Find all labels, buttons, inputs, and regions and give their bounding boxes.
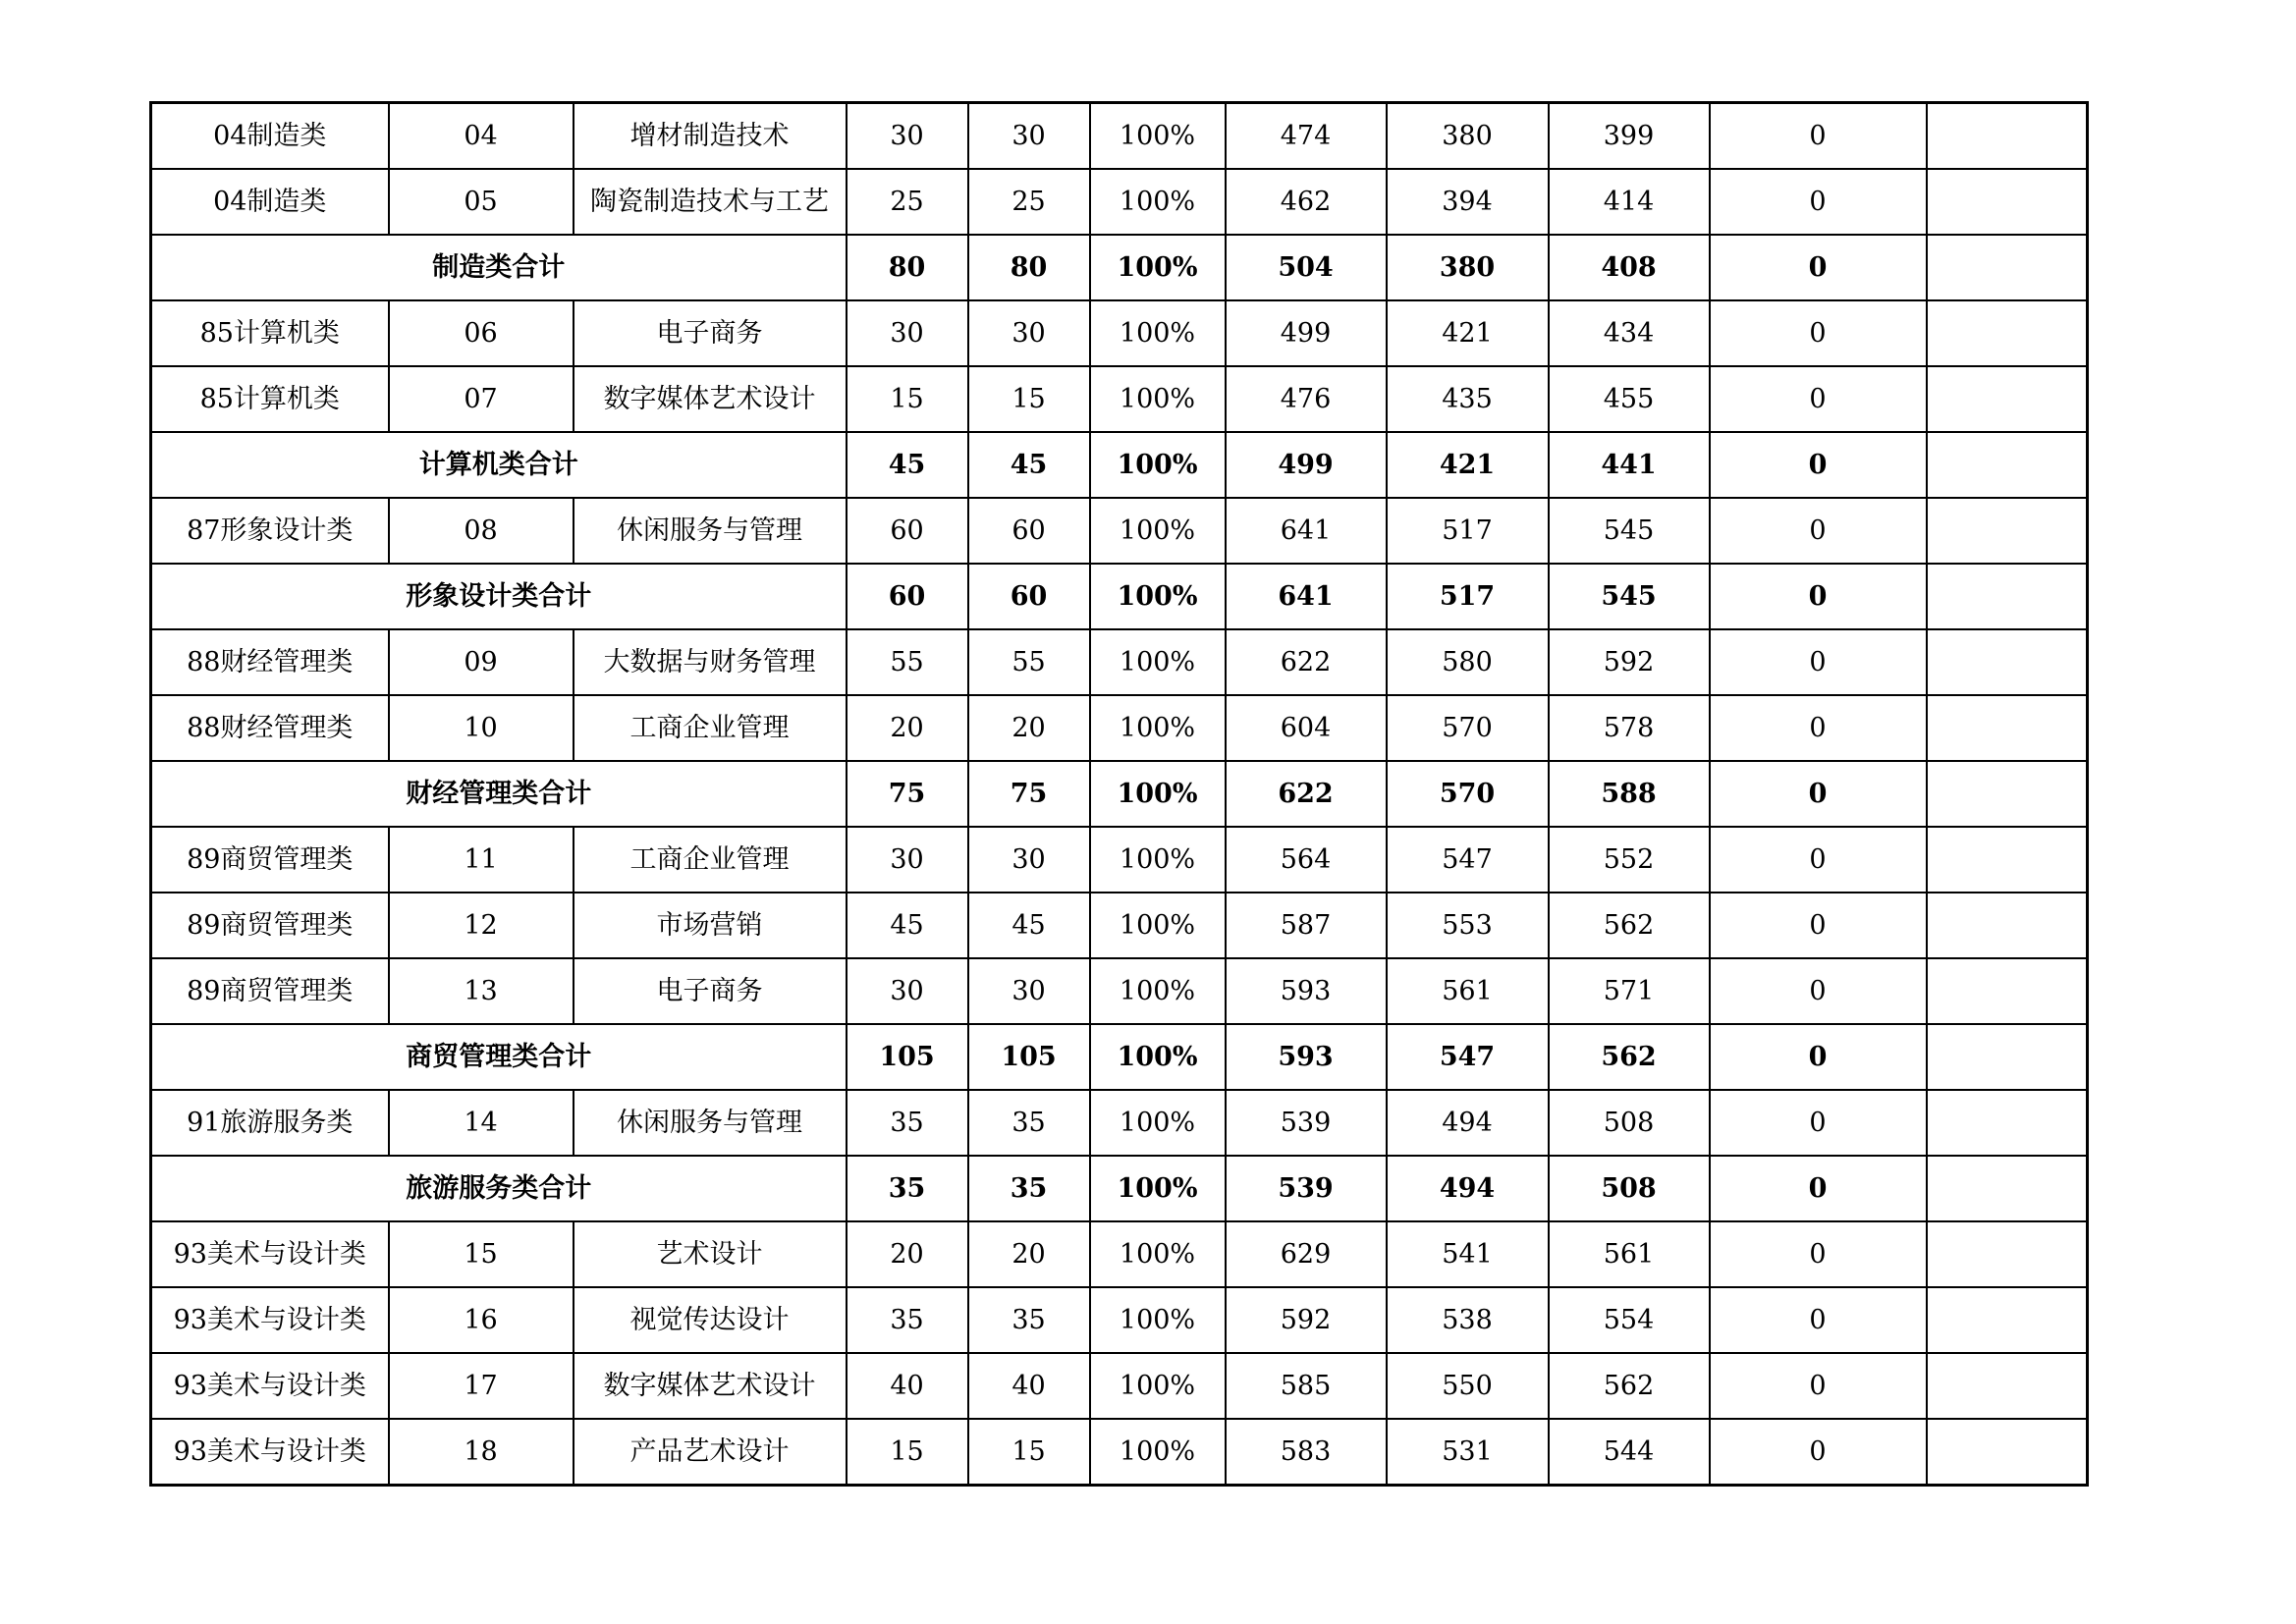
- max-score-cell: 564: [1226, 827, 1387, 893]
- table-row: [151, 366, 2088, 432]
- completion-rate-cell: 100%: [1090, 629, 1226, 695]
- unfilled-count-cell: 0: [1710, 1156, 1927, 1221]
- completion-rate-cell: 100%: [1090, 1221, 1226, 1287]
- unfilled-count-cell: 0: [1710, 827, 1927, 893]
- major-name-cell: 大数据与财务管理: [574, 629, 847, 695]
- plan-count-cell: 60: [847, 564, 968, 629]
- avg-score-cell: 545: [1549, 498, 1710, 564]
- major-name-cell: 市场营销: [574, 893, 847, 958]
- min-score-cell: 570: [1387, 761, 1549, 827]
- max-score-cell: 539: [1226, 1156, 1387, 1221]
- min-score-cell: 547: [1387, 1024, 1549, 1090]
- major-code-cell: 10: [389, 695, 574, 761]
- subtotal-row: [151, 1156, 2088, 1221]
- major-name-cell: 电子商务: [574, 300, 847, 366]
- remarks-cell: [1927, 235, 2088, 300]
- category-cell: 04制造类: [151, 169, 389, 235]
- unfilled-count-cell: 0: [1710, 695, 1927, 761]
- unfilled-count-cell: 0: [1710, 1024, 1927, 1090]
- avg-score-cell: 544: [1549, 1419, 1710, 1486]
- admitted-count-cell: 30: [968, 103, 1090, 170]
- plan-count-cell: 105: [847, 1024, 968, 1090]
- avg-score-cell: 441: [1549, 432, 1710, 498]
- admitted-count-cell: 30: [968, 300, 1090, 366]
- admitted-count-cell: 20: [968, 695, 1090, 761]
- plan-count-cell: 20: [847, 1221, 968, 1287]
- major-name-cell: 工商企业管理: [574, 827, 847, 893]
- avg-score-cell: 408: [1549, 235, 1710, 300]
- admitted-count-cell: 35: [968, 1287, 1090, 1353]
- subtotal-label-cell: 旅游服务类合计: [151, 1156, 847, 1221]
- admitted-count-cell: 30: [968, 827, 1090, 893]
- min-score-cell: 380: [1387, 103, 1549, 170]
- unfilled-count-cell: 0: [1710, 235, 1927, 300]
- plan-count-cell: 20: [847, 695, 968, 761]
- max-score-cell: 499: [1226, 432, 1387, 498]
- plan-count-cell: 15: [847, 1419, 968, 1486]
- max-score-cell: 629: [1226, 1221, 1387, 1287]
- avg-score-cell: 552: [1549, 827, 1710, 893]
- avg-score-cell: 434: [1549, 300, 1710, 366]
- table-row: [151, 1090, 2088, 1156]
- plan-count-cell: 45: [847, 893, 968, 958]
- remarks-cell: [1927, 1024, 2088, 1090]
- subtotal-row: [151, 564, 2088, 629]
- category-cell: 91旅游服务类: [151, 1090, 389, 1156]
- remarks-cell: [1927, 300, 2088, 366]
- major-code-cell: 08: [389, 498, 574, 564]
- category-cell: 89商贸管理类: [151, 958, 389, 1024]
- min-score-cell: 561: [1387, 958, 1549, 1024]
- admitted-count-cell: 40: [968, 1353, 1090, 1419]
- unfilled-count-cell: 0: [1710, 1090, 1927, 1156]
- category-cell: 85计算机类: [151, 300, 389, 366]
- category-cell: 93美术与设计类: [151, 1287, 389, 1353]
- plan-count-cell: 35: [847, 1090, 968, 1156]
- unfilled-count-cell: 0: [1710, 564, 1927, 629]
- table-body: [151, 103, 2088, 1486]
- unfilled-count-cell: 0: [1710, 761, 1927, 827]
- max-score-cell: 499: [1226, 300, 1387, 366]
- plan-count-cell: 30: [847, 827, 968, 893]
- category-cell: 93美术与设计类: [151, 1221, 389, 1287]
- major-code-cell: 17: [389, 1353, 574, 1419]
- max-score-cell: 476: [1226, 366, 1387, 432]
- avg-score-cell: 508: [1549, 1090, 1710, 1156]
- admitted-count-cell: 15: [968, 1419, 1090, 1486]
- admitted-count-cell: 80: [968, 235, 1090, 300]
- min-score-cell: 517: [1387, 564, 1549, 629]
- major-code-cell: 07: [389, 366, 574, 432]
- completion-rate-cell: 100%: [1090, 498, 1226, 564]
- remarks-cell: [1927, 761, 2088, 827]
- plan-count-cell: 30: [847, 300, 968, 366]
- max-score-cell: 474: [1226, 103, 1387, 170]
- subtotal-row: [151, 432, 2088, 498]
- table-row: [151, 1419, 2088, 1486]
- min-score-cell: 394: [1387, 169, 1549, 235]
- remarks-cell: [1927, 695, 2088, 761]
- remarks-cell: [1927, 366, 2088, 432]
- table-row: [151, 300, 2088, 366]
- admitted-count-cell: 30: [968, 958, 1090, 1024]
- completion-rate-cell: 100%: [1090, 695, 1226, 761]
- major-code-cell: 06: [389, 300, 574, 366]
- major-code-cell: 13: [389, 958, 574, 1024]
- min-score-cell: 570: [1387, 695, 1549, 761]
- subtotal-label-cell: 形象设计类合计: [151, 564, 847, 629]
- max-score-cell: 539: [1226, 1090, 1387, 1156]
- min-score-cell: 380: [1387, 235, 1549, 300]
- max-score-cell: 462: [1226, 169, 1387, 235]
- table-row: [151, 103, 2088, 170]
- table-row: [151, 1353, 2088, 1419]
- unfilled-count-cell: 0: [1710, 300, 1927, 366]
- max-score-cell: 622: [1226, 629, 1387, 695]
- min-score-cell: 580: [1387, 629, 1549, 695]
- avg-score-cell: 545: [1549, 564, 1710, 629]
- unfilled-count-cell: 0: [1710, 1221, 1927, 1287]
- completion-rate-cell: 100%: [1090, 1287, 1226, 1353]
- major-name-cell: 视觉传达设计: [574, 1287, 847, 1353]
- table-row: [151, 629, 2088, 695]
- admitted-count-cell: 15: [968, 366, 1090, 432]
- max-score-cell: 504: [1226, 235, 1387, 300]
- major-code-cell: 11: [389, 827, 574, 893]
- admitted-count-cell: 45: [968, 432, 1090, 498]
- min-score-cell: 553: [1387, 893, 1549, 958]
- max-score-cell: 583: [1226, 1419, 1387, 1486]
- subtotal-row: [151, 761, 2088, 827]
- max-score-cell: 604: [1226, 695, 1387, 761]
- min-score-cell: 541: [1387, 1221, 1549, 1287]
- category-cell: 87形象设计类: [151, 498, 389, 564]
- admitted-count-cell: 45: [968, 893, 1090, 958]
- remarks-cell: [1927, 498, 2088, 564]
- unfilled-count-cell: 0: [1710, 103, 1927, 170]
- avg-score-cell: 508: [1549, 1156, 1710, 1221]
- avg-score-cell: 414: [1549, 169, 1710, 235]
- plan-count-cell: 75: [847, 761, 968, 827]
- major-name-cell: 艺术设计: [574, 1221, 847, 1287]
- remarks-cell: [1927, 1156, 2088, 1221]
- table-row: [151, 169, 2088, 235]
- completion-rate-cell: 100%: [1090, 761, 1226, 827]
- max-score-cell: 593: [1226, 958, 1387, 1024]
- min-score-cell: 550: [1387, 1353, 1549, 1419]
- remarks-cell: [1927, 1419, 2088, 1486]
- table-row: [151, 893, 2088, 958]
- major-code-cell: 12: [389, 893, 574, 958]
- category-cell: 85计算机类: [151, 366, 389, 432]
- completion-rate-cell: 100%: [1090, 564, 1226, 629]
- min-score-cell: 494: [1387, 1156, 1549, 1221]
- plan-count-cell: 30: [847, 958, 968, 1024]
- completion-rate-cell: 100%: [1090, 1090, 1226, 1156]
- plan-count-cell: 80: [847, 235, 968, 300]
- table-row: [151, 827, 2088, 893]
- unfilled-count-cell: 0: [1710, 958, 1927, 1024]
- completion-rate-cell: 100%: [1090, 103, 1226, 170]
- subtotal-label-cell: 商贸管理类合计: [151, 1024, 847, 1090]
- table-row: [151, 1221, 2088, 1287]
- admitted-count-cell: 20: [968, 1221, 1090, 1287]
- completion-rate-cell: 100%: [1090, 169, 1226, 235]
- remarks-cell: [1927, 827, 2088, 893]
- category-cell: 93美术与设计类: [151, 1353, 389, 1419]
- plan-count-cell: 35: [847, 1156, 968, 1221]
- subtotal-label-cell: 计算机类合计: [151, 432, 847, 498]
- plan-count-cell: 35: [847, 1287, 968, 1353]
- major-name-cell: 休闲服务与管理: [574, 498, 847, 564]
- admission-score-table: [149, 101, 2089, 1487]
- remarks-cell: [1927, 1221, 2088, 1287]
- min-score-cell: 538: [1387, 1287, 1549, 1353]
- unfilled-count-cell: 0: [1710, 169, 1927, 235]
- table-row: [151, 498, 2088, 564]
- table-row: [151, 1287, 2088, 1353]
- table-row: [151, 695, 2088, 761]
- major-code-cell: 05: [389, 169, 574, 235]
- category-cell: 88财经管理类: [151, 695, 389, 761]
- avg-score-cell: 554: [1549, 1287, 1710, 1353]
- avg-score-cell: 562: [1549, 1024, 1710, 1090]
- major-code-cell: 04: [389, 103, 574, 170]
- remarks-cell: [1927, 169, 2088, 235]
- remarks-cell: [1927, 1287, 2088, 1353]
- remarks-cell: [1927, 629, 2088, 695]
- unfilled-count-cell: 0: [1710, 1353, 1927, 1419]
- subtotal-label-cell: 制造类合计: [151, 235, 847, 300]
- max-score-cell: 622: [1226, 761, 1387, 827]
- max-score-cell: 641: [1226, 564, 1387, 629]
- completion-rate-cell: 100%: [1090, 235, 1226, 300]
- completion-rate-cell: 100%: [1090, 893, 1226, 958]
- unfilled-count-cell: 0: [1710, 629, 1927, 695]
- major-name-cell: 产品艺术设计: [574, 1419, 847, 1486]
- category-cell: 04制造类: [151, 103, 389, 170]
- major-name-cell: 工商企业管理: [574, 695, 847, 761]
- plan-count-cell: 40: [847, 1353, 968, 1419]
- major-name-cell: 增材制造技术: [574, 103, 847, 170]
- completion-rate-cell: 100%: [1090, 1353, 1226, 1419]
- unfilled-count-cell: 0: [1710, 366, 1927, 432]
- avg-score-cell: 399: [1549, 103, 1710, 170]
- min-score-cell: 421: [1387, 432, 1549, 498]
- unfilled-count-cell: 0: [1710, 498, 1927, 564]
- min-score-cell: 435: [1387, 366, 1549, 432]
- completion-rate-cell: 100%: [1090, 1156, 1226, 1221]
- min-score-cell: 517: [1387, 498, 1549, 564]
- remarks-cell: [1927, 893, 2088, 958]
- max-score-cell: 593: [1226, 1024, 1387, 1090]
- admitted-count-cell: 25: [968, 169, 1090, 235]
- major-code-cell: 15: [389, 1221, 574, 1287]
- min-score-cell: 494: [1387, 1090, 1549, 1156]
- plan-count-cell: 45: [847, 432, 968, 498]
- max-score-cell: 587: [1226, 893, 1387, 958]
- major-name-cell: 休闲服务与管理: [574, 1090, 847, 1156]
- avg-score-cell: 592: [1549, 629, 1710, 695]
- category-cell: 89商贸管理类: [151, 893, 389, 958]
- max-score-cell: 592: [1226, 1287, 1387, 1353]
- min-score-cell: 531: [1387, 1419, 1549, 1486]
- subtotal-row: [151, 235, 2088, 300]
- major-code-cell: 18: [389, 1419, 574, 1486]
- completion-rate-cell: 100%: [1090, 366, 1226, 432]
- plan-count-cell: 30: [847, 103, 968, 170]
- avg-score-cell: 578: [1549, 695, 1710, 761]
- major-name-cell: 电子商务: [574, 958, 847, 1024]
- major-name-cell: 数字媒体艺术设计: [574, 1353, 847, 1419]
- remarks-cell: [1927, 1353, 2088, 1419]
- max-score-cell: 585: [1226, 1353, 1387, 1419]
- category-cell: 89商贸管理类: [151, 827, 389, 893]
- admitted-count-cell: 60: [968, 498, 1090, 564]
- avg-score-cell: 562: [1549, 893, 1710, 958]
- plan-count-cell: 15: [847, 366, 968, 432]
- plan-count-cell: 60: [847, 498, 968, 564]
- avg-score-cell: 571: [1549, 958, 1710, 1024]
- max-score-cell: 641: [1226, 498, 1387, 564]
- subtotal-label-cell: 财经管理类合计: [151, 761, 847, 827]
- category-cell: 88财经管理类: [151, 629, 389, 695]
- unfilled-count-cell: 0: [1710, 1419, 1927, 1486]
- admitted-count-cell: 75: [968, 761, 1090, 827]
- subtotal-row: [151, 1024, 2088, 1090]
- unfilled-count-cell: 0: [1710, 432, 1927, 498]
- category-cell: 93美术与设计类: [151, 1419, 389, 1486]
- admitted-count-cell: 60: [968, 564, 1090, 629]
- major-code-cell: 14: [389, 1090, 574, 1156]
- completion-rate-cell: 100%: [1090, 827, 1226, 893]
- major-name-cell: 数字媒体艺术设计: [574, 366, 847, 432]
- plan-count-cell: 55: [847, 629, 968, 695]
- admitted-count-cell: 55: [968, 629, 1090, 695]
- avg-score-cell: 588: [1549, 761, 1710, 827]
- remarks-cell: [1927, 103, 2088, 170]
- completion-rate-cell: 100%: [1090, 300, 1226, 366]
- completion-rate-cell: 100%: [1090, 1024, 1226, 1090]
- completion-rate-cell: 100%: [1090, 1419, 1226, 1486]
- min-score-cell: 547: [1387, 827, 1549, 893]
- admitted-count-cell: 105: [968, 1024, 1090, 1090]
- table-row: [151, 958, 2088, 1024]
- avg-score-cell: 562: [1549, 1353, 1710, 1419]
- remarks-cell: [1927, 564, 2088, 629]
- remarks-cell: [1927, 1090, 2088, 1156]
- remarks-cell: [1927, 958, 2088, 1024]
- major-name-cell: 陶瓷制造技术与工艺: [574, 169, 847, 235]
- plan-count-cell: 25: [847, 169, 968, 235]
- major-code-cell: 09: [389, 629, 574, 695]
- min-score-cell: 421: [1387, 300, 1549, 366]
- remarks-cell: [1927, 432, 2088, 498]
- avg-score-cell: 561: [1549, 1221, 1710, 1287]
- admitted-count-cell: 35: [968, 1090, 1090, 1156]
- completion-rate-cell: 100%: [1090, 958, 1226, 1024]
- major-code-cell: 16: [389, 1287, 574, 1353]
- admitted-count-cell: 35: [968, 1156, 1090, 1221]
- avg-score-cell: 455: [1549, 366, 1710, 432]
- unfilled-count-cell: 0: [1710, 1287, 1927, 1353]
- unfilled-count-cell: 0: [1710, 893, 1927, 958]
- completion-rate-cell: 100%: [1090, 432, 1226, 498]
